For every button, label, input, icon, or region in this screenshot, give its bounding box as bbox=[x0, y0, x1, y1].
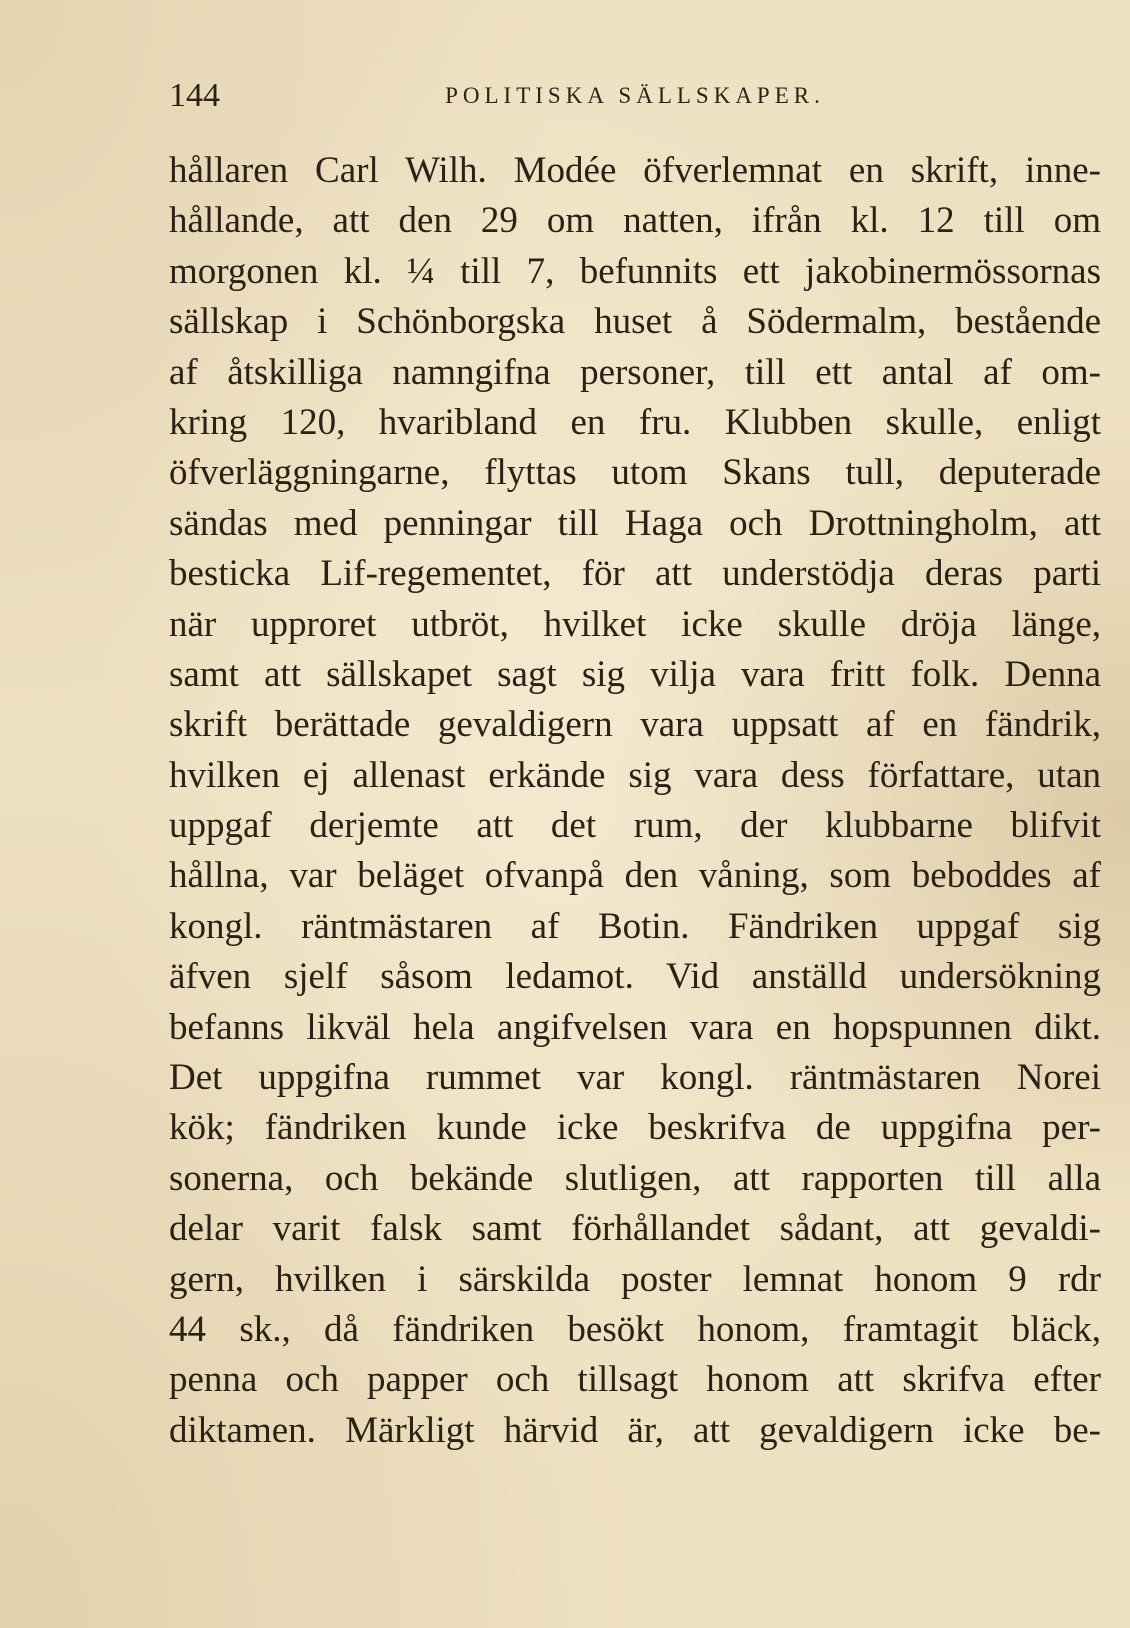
text-line: hållna, var beläget ofvanpå den våning, som beboddes af bbox=[169, 855, 1101, 897]
text-line: sällskap i Schönborgska huset å Södermalm, bestående bbox=[169, 301, 1101, 343]
text-line: Det uppgifna rummet var kongl. räntmästaren Norei bbox=[169, 1057, 1101, 1099]
text-line: penna och papper och tillsagt honom att skrifva efter bbox=[169, 1359, 1101, 1401]
text-line: hållande, att den 29 om natten, ifrån kl. 12 till om bbox=[169, 200, 1101, 242]
body-text bbox=[169, 146, 1101, 1456]
text-line: delar varit falsk samt förhållandet sådant, att gevaldi- bbox=[169, 1208, 1101, 1250]
text-line: besticka Lif-regementet, för att understödja deras parti bbox=[169, 553, 1101, 595]
text-line: när upproret utbröt, hvilket icke skulle dröja länge, bbox=[169, 603, 1101, 645]
running-head-title: POLITISKA SÄLLSKAPER. bbox=[445, 83, 825, 108]
text-line: kongl. räntmästaren af Botin. Fändriken uppgaf sig bbox=[169, 905, 1101, 947]
text-line: morgonen kl. ¼ till 7, befunnits ett jakobinermössornas bbox=[169, 250, 1101, 292]
text-line: sonerna, och bekände slutligen, att rapporten till alla bbox=[169, 1157, 1101, 1199]
text-line: uppgaf derjemte att det rum, der klubbarne blifvit bbox=[169, 805, 1101, 847]
text-line: diktamen. Märkligt härvid är, att gevaldigern icke be- bbox=[169, 1409, 1101, 1451]
text-line: hvilken ej allenast erkände sig vara dess författare, utan bbox=[169, 754, 1101, 796]
text-line: samt att sällskapet sagt sig vilja vara fritt folk. Denna bbox=[169, 653, 1101, 695]
text-line: äfven sjelf såsom ledamot. Vid anställd undersökning bbox=[169, 956, 1101, 998]
text-line: gern, hvilken i särskilda poster lemnat honom 9 rdr bbox=[169, 1258, 1101, 1300]
text-line: af åtskilliga namngifna personer, till ett antal af om- bbox=[169, 351, 1101, 393]
text-line: kök; fändriken kunde icke beskrifva de uppgifna per- bbox=[169, 1107, 1101, 1149]
text-line: skrift berättade gevaldigern vara uppsatt af en fändrik, bbox=[169, 704, 1101, 746]
text-line: befanns likväl hela angifvelsen vara en hopspunnen dikt. bbox=[169, 1006, 1101, 1048]
text-line: 44 sk., då fändriken besökt honom, framtagit bläck, bbox=[169, 1308, 1101, 1350]
text-line: öfverläggningarne, flyttas utom Skans tull, deputerade bbox=[169, 452, 1101, 494]
page-number: 144 bbox=[169, 77, 220, 114]
text-line: sändas med penningar till Haga och Drottningholm, att bbox=[169, 502, 1101, 544]
text-line: hållaren Carl Wilh. Modée öfverlemnat en skrift, inne- bbox=[169, 150, 1101, 191]
text-line: kring 120, hvaribland en fru. Klubben skulle, enligt bbox=[169, 401, 1101, 443]
running-header bbox=[169, 72, 1101, 120]
